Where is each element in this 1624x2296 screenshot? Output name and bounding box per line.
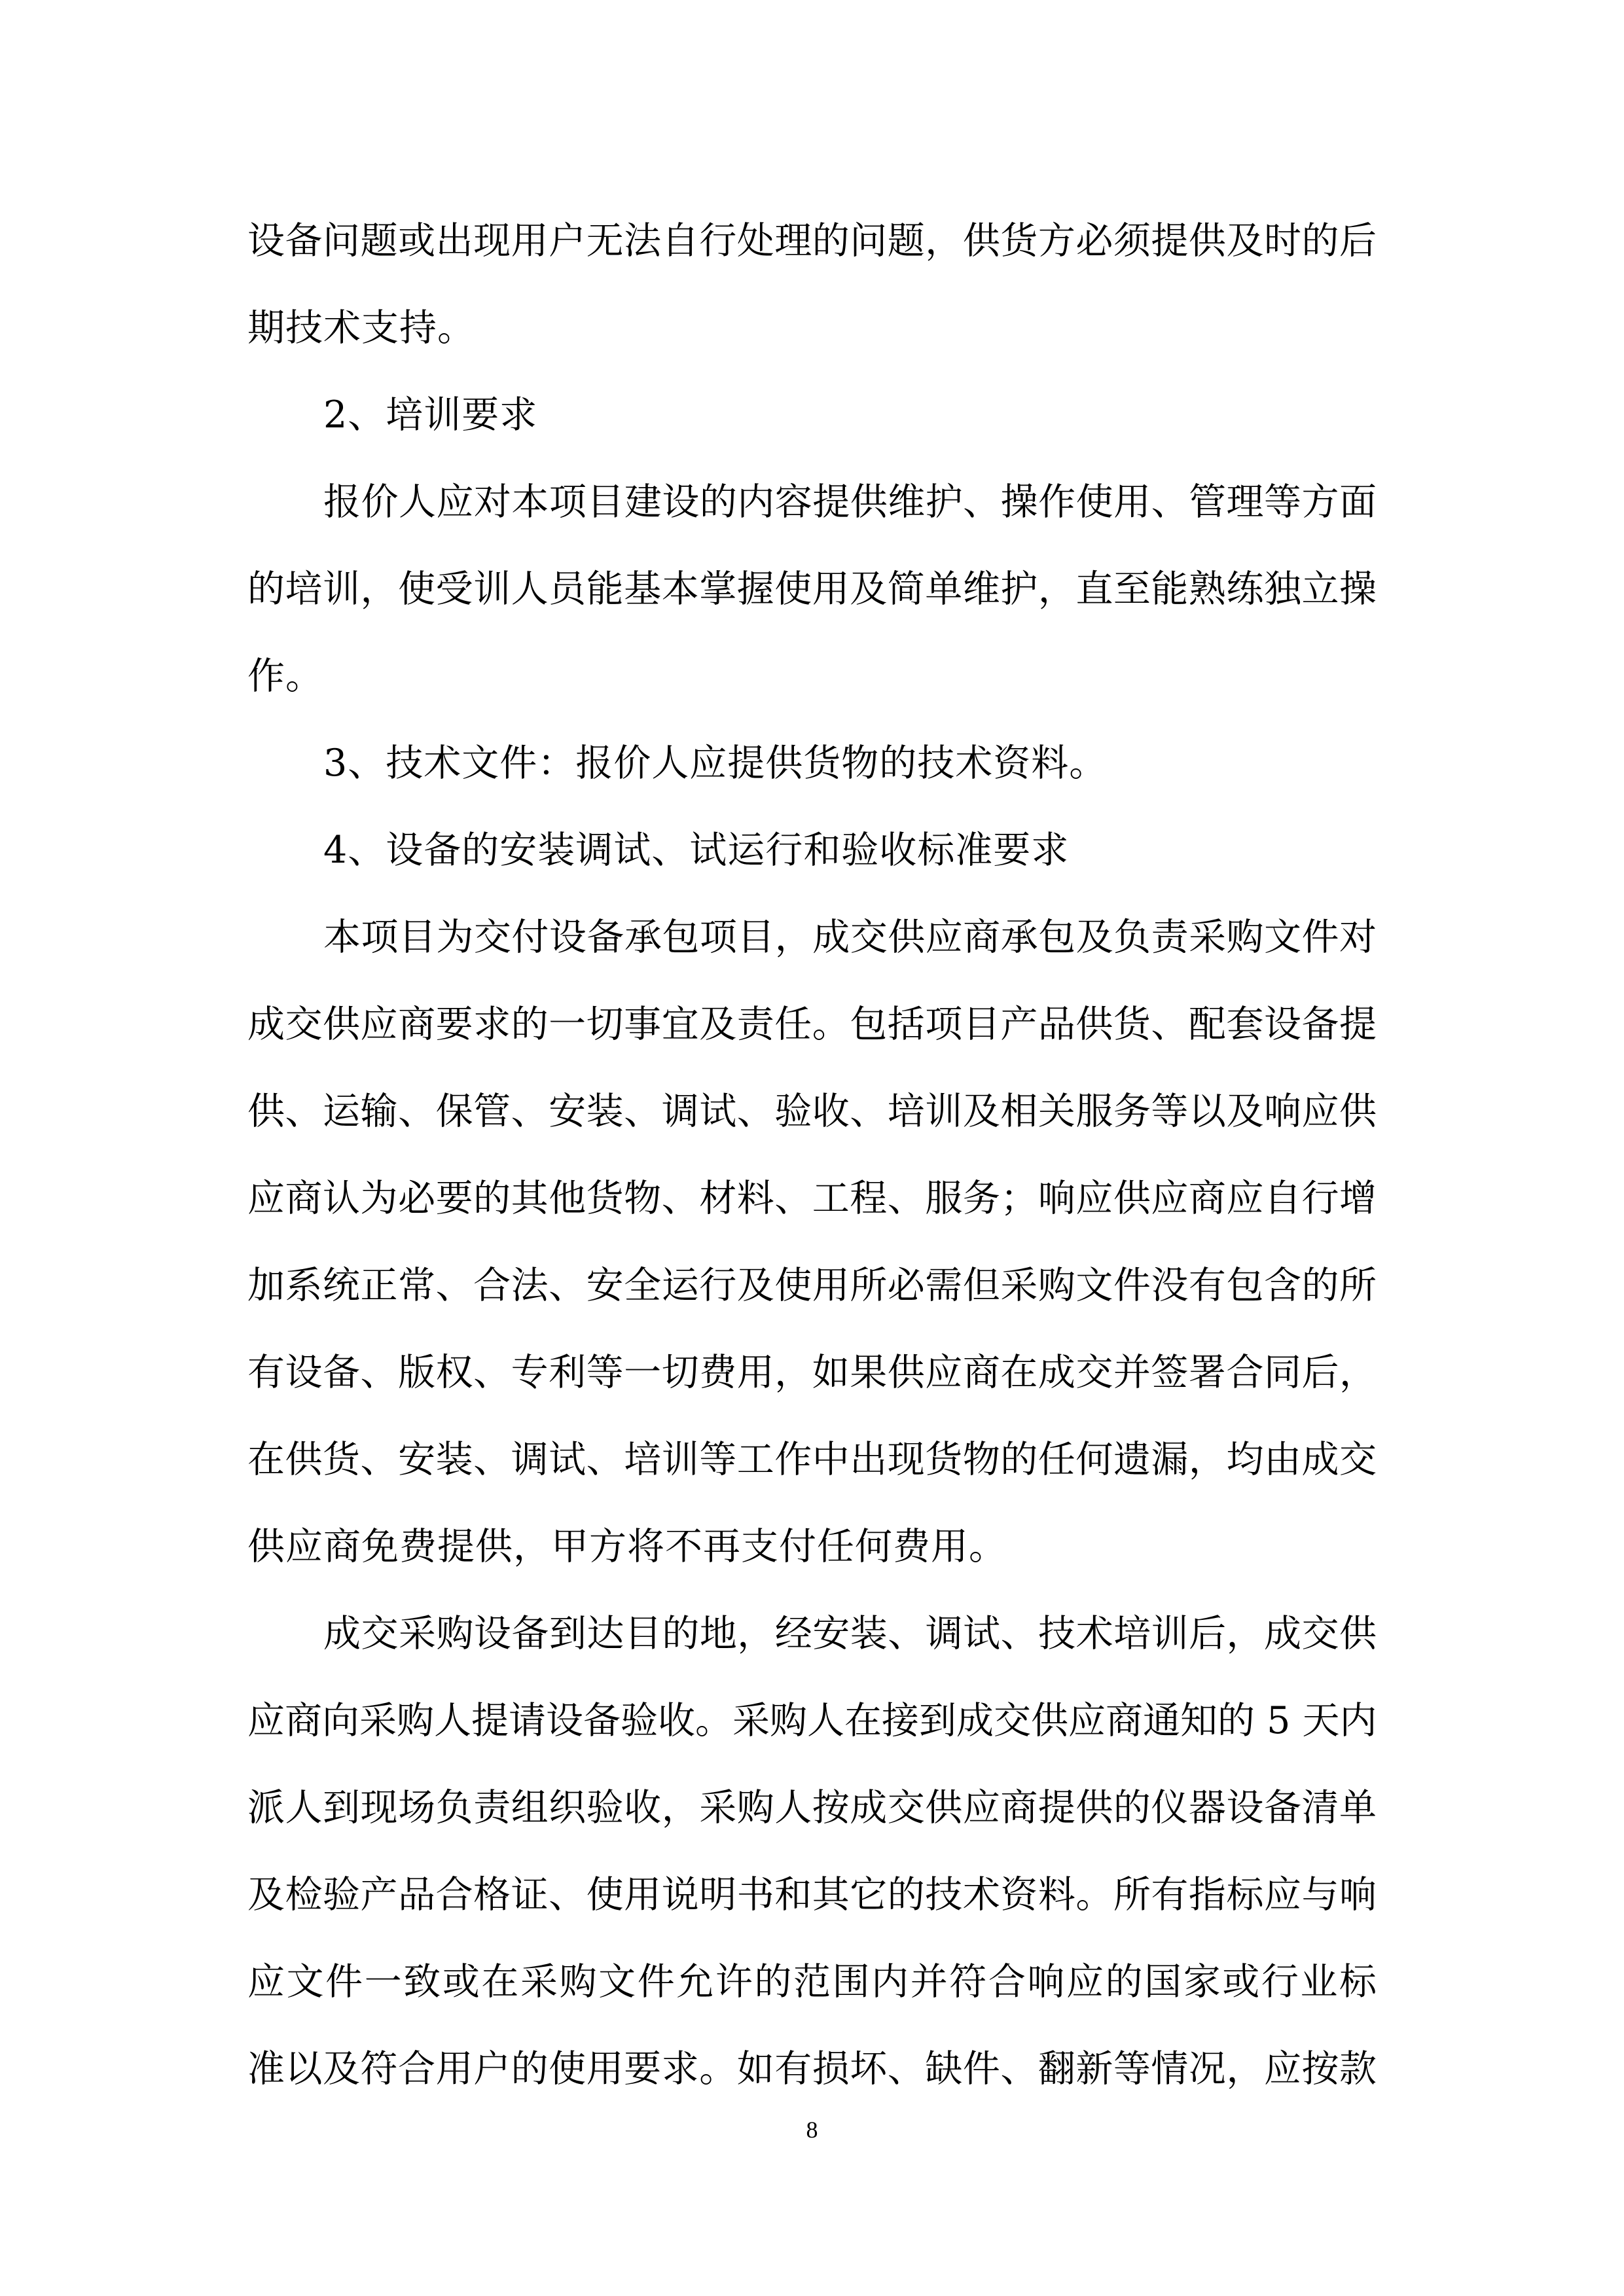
body-text-line: 本项目为交付设备承包项目，成交供应商承包及负责采购文件对 (323, 916, 1377, 959)
body-text-line: 有设备、版权、专利等一切费用，如果供应商在成交并签署合同后， (247, 1351, 1377, 1394)
body-text-line: 成交供应商要求的一切事宜及责任。包括项目产品供货、配套设备提 (247, 1003, 1377, 1046)
body-text-line: 加系统正常、合法、安全运行及使用所必需但采购文件没有包含的所 (247, 1264, 1377, 1307)
section-heading-training: 2、培训要求 (323, 393, 538, 437)
body-text-line: 期技术支持。 (247, 306, 475, 350)
body-text-line: 应商向采购人提请设备验收。采购人在接到成交供应商通知的 5 天内 (247, 1699, 1377, 1742)
body-text-line: 作。 (247, 655, 323, 698)
body-text-line: 派人到现场负责组织验收，采购人按成交供应商提供的仪器设备清单 (247, 1786, 1377, 1829)
body-text-line: 应商认为必要的其他货物、材料、工程、服务；响应供应商应自行增 (247, 1177, 1377, 1220)
page-number: 8 (806, 2117, 818, 2143)
body-text-line: 应文件一致或在采购文件允许的范围内并符合响应的国家或行业标 (247, 1960, 1377, 2003)
body-text-line: 成交采购设备到达目的地，经安装、调试、技术培训后，成交供 (323, 1612, 1377, 1655)
body-text-line: 供应商免费提供，甲方将不再支付任何费用。 (247, 1525, 1007, 1568)
body-text-line: 设备问题或出现用户无法自行处理的问题，供货方必须提供及时的后 (247, 219, 1377, 262)
body-text-line: 报价人应对本项目建设的内容提供维护、操作使用、管理等方面 (323, 480, 1377, 524)
section-heading-installation: 4、设备的安装调试、试运行和验收标准要求 (323, 829, 1070, 872)
body-text-line: 及检验产品合格证、使用说明书和其它的技术资料。所有指标应与响 (247, 1873, 1377, 1916)
body-text-line: 在供货、安装、调试、培训等工作中出现货物的任何遗漏，均由成交 (247, 1438, 1377, 1481)
body-text-line: 的培训，使受训人员能基本掌握使用及简单维护，直至能熟练独立操 (247, 567, 1377, 611)
body-text-line: 供、运输、保管、安装、调试、验收、培训及相关服务等以及响应供 (247, 1090, 1377, 1133)
body-text-line: 准以及符合用户的使用要求。如有损坏、缺件、翻新等情况，应按款 (247, 2047, 1377, 2090)
section-heading-technical-docs: 3、技术文件：报价人应提供货物的技术资料。 (323, 742, 1108, 785)
